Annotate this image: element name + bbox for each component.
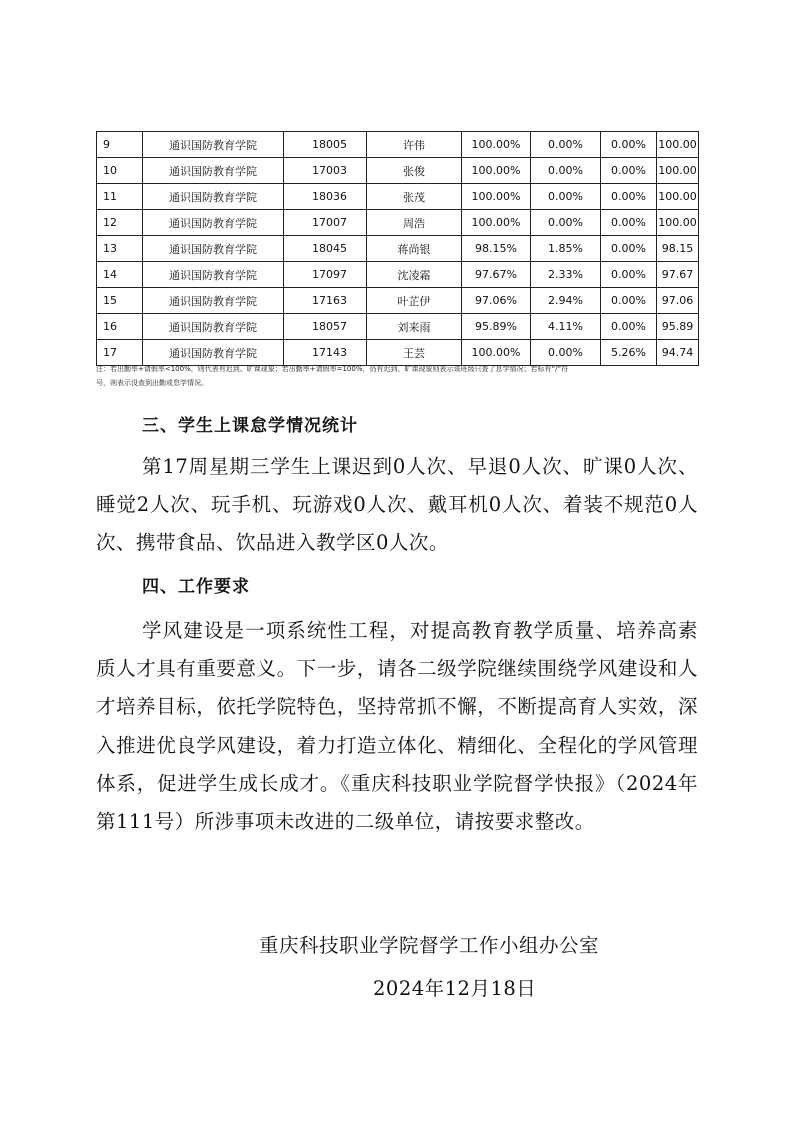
leave-rate-cell: 0.00% (531, 184, 601, 210)
truancy-rate-cell: 0.00% (601, 158, 657, 184)
attendance-rate-cell: 100.00% (462, 184, 531, 210)
college-cell: 通识国防教育学院 (143, 314, 284, 340)
attendance-table-body (97, 132, 699, 366)
row-number: 15 (97, 288, 143, 314)
footnote-line-1: 注：若出勤率+请假率<100%，则代表有迟到、旷课现象；若出勤率+请假率=100%，仍有迟到、旷课现象则表示该班级只查了息学情况；若标有“/”符 (96, 365, 569, 373)
truancy-rate-cell: 0.00% (601, 132, 657, 158)
table-row (97, 184, 699, 210)
leave-rate-cell: 2.94% (531, 288, 601, 314)
row-number: 10 (97, 158, 143, 184)
signature-org: 重庆科技职业学院督学工作小组办公室 (259, 934, 600, 957)
signature-date: 2024年12月18日 (373, 977, 537, 1000)
class-cell: 17003 (284, 158, 367, 184)
class-cell: 17163 (284, 288, 367, 314)
row-number: 12 (97, 210, 143, 236)
leave-rate-cell: 0.00% (531, 340, 601, 366)
college-cell: 通识国防教育学院 (143, 236, 284, 262)
class-cell: 17007 (284, 210, 367, 236)
college-cell: 通识国防教育学院 (143, 158, 284, 184)
name-cell: 叶芷伊 (367, 288, 462, 314)
footnote-line-2: 号，则表示没查到出勤或怠学情况。 (96, 379, 208, 387)
leave-rate-cell: 4.11% (531, 314, 601, 340)
score-cell: 97.06 (657, 288, 699, 314)
table-row (97, 314, 699, 340)
college-cell: 通识国防教育学院 (143, 132, 284, 158)
truancy-rate-cell: 0.00% (601, 314, 657, 340)
section-3-heading: 三、学生上课怠学情况统计 (142, 416, 358, 436)
table-footnote (96, 362, 698, 390)
table-row (97, 236, 699, 262)
leave-rate-cell: 0.00% (531, 132, 601, 158)
table-row (97, 132, 699, 158)
attendance-table (96, 131, 699, 366)
college-cell: 通识国防教育学院 (143, 262, 284, 288)
section-4-body: 学风建设是一项系统性工程，对提高教育教学质量、培养高素质人才具有重要意义。下一步，请各二级学院继续围绕学风建设和人才培养目标，依托学院特色，坚持常抓不懈，不断提高育人实效，深入推进优良学风建设，着力打造立体化、精细化、全程化的学风管理体系，促进学生成长成才。《重庆科技职业学院督学快报》（2024年第111号）所涉事项未改进的二级单位，请按要求整改。 (96, 619, 698, 834)
row-number: 16 (97, 314, 143, 340)
attendance-rate-cell: 100.00% (462, 210, 531, 236)
row-number: 17 (97, 340, 143, 366)
attendance-rate-cell: 98.15% (462, 236, 531, 262)
college-cell: 通识国防教育学院 (143, 288, 284, 314)
class-cell: 17143 (284, 340, 367, 366)
attendance-rate-cell: 95.89% (462, 314, 531, 340)
truancy-rate-cell: 0.00% (601, 236, 657, 262)
score-cell: 100.00 (657, 184, 699, 210)
leave-rate-cell: 0.00% (531, 158, 601, 184)
truancy-rate-cell: 5.26% (601, 340, 657, 366)
score-cell: 98.15 (657, 236, 699, 262)
class-cell: 18057 (284, 314, 367, 340)
leave-rate-cell: 1.85% (531, 236, 601, 262)
truancy-rate-cell: 0.00% (601, 184, 657, 210)
name-cell: 许伟 (367, 132, 462, 158)
attendance-rate-cell: 97.67% (462, 262, 531, 288)
score-cell: 95.89 (657, 314, 699, 340)
truancy-rate-cell: 0.00% (601, 210, 657, 236)
leave-rate-cell: 0.00% (531, 210, 601, 236)
leave-rate-cell: 2.33% (531, 262, 601, 288)
attendance-rate-cell: 100.00% (462, 340, 531, 366)
name-cell: 张茂 (367, 184, 462, 210)
table-row (97, 262, 699, 288)
truancy-rate-cell: 0.00% (601, 262, 657, 288)
attendance-rate-cell: 97.06% (462, 288, 531, 314)
section-3-body: 第17周星期三学生上课迟到0人次、早退0人次、旷课0人次、睡觉2人次、玩手机、玩游戏0人次、戴耳机0人次、着装不规范0人次、携带食品、饮品进入教学区0人次。 (96, 455, 698, 555)
row-number: 14 (97, 262, 143, 288)
name-cell: 沈凌霜 (367, 262, 462, 288)
class-cell: 18045 (284, 236, 367, 262)
college-cell: 通识国防教育学院 (143, 210, 284, 236)
name-cell: 张俊 (367, 158, 462, 184)
section-4-heading: 四、工作要求 (142, 577, 250, 597)
class-cell: 17097 (284, 262, 367, 288)
class-cell: 18005 (284, 132, 367, 158)
score-cell: 97.67 (657, 262, 699, 288)
attendance-rate-cell: 100.00% (462, 132, 531, 158)
row-number: 11 (97, 184, 143, 210)
score-cell: 94.74 (657, 340, 699, 366)
score-cell: 100.00 (657, 210, 699, 236)
score-cell: 100.00 (657, 132, 699, 158)
name-cell: 刘来雨 (367, 314, 462, 340)
truancy-rate-cell: 0.00% (601, 288, 657, 314)
name-cell: 王芸 (367, 340, 462, 366)
class-cell: 18036 (284, 184, 367, 210)
table-row (97, 210, 699, 236)
attendance-rate-cell: 100.00% (462, 158, 531, 184)
score-cell: 100.00 (657, 158, 699, 184)
name-cell: 蒋尚银 (367, 236, 462, 262)
name-cell: 周浩 (367, 210, 462, 236)
row-number: 9 (97, 132, 143, 158)
college-cell: 通识国防教育学院 (143, 184, 284, 210)
table-row (97, 158, 699, 184)
college-cell: 通识国防教育学院 (143, 340, 284, 366)
row-number: 13 (97, 236, 143, 262)
table-row (97, 288, 699, 314)
